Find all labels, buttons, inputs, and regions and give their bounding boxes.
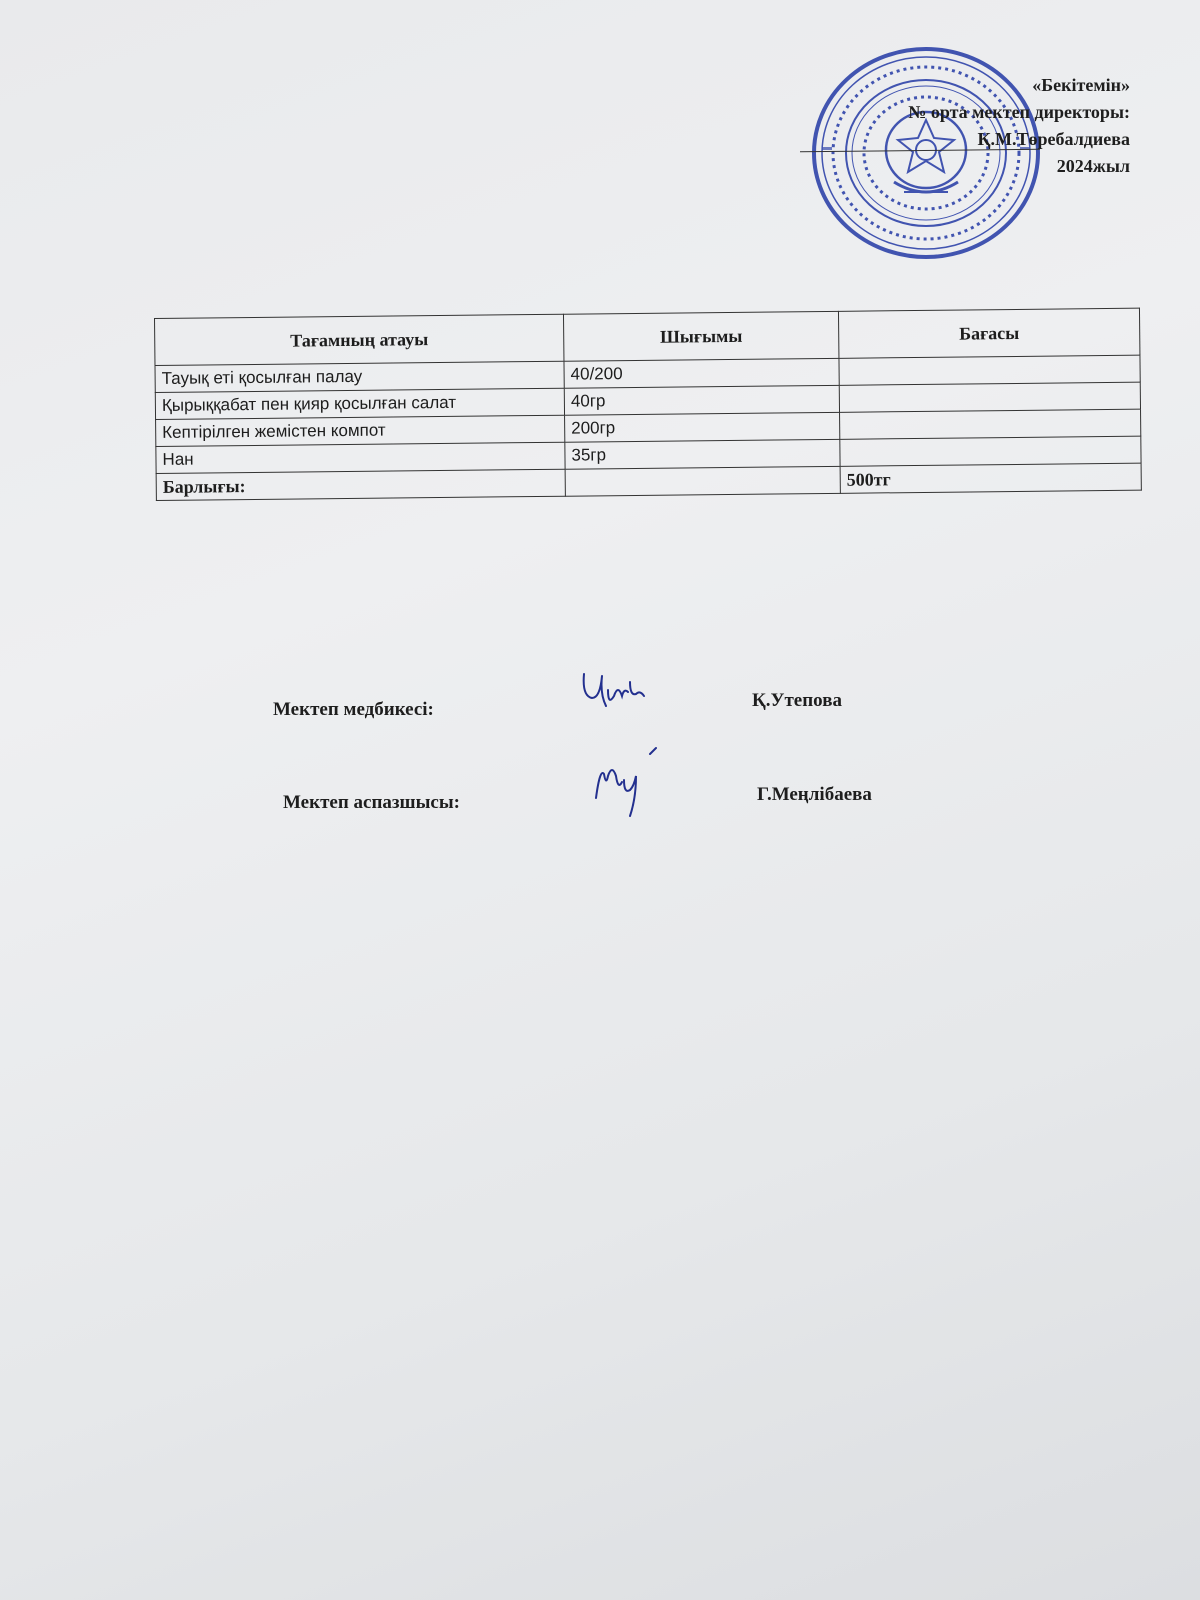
dish-price: [839, 355, 1140, 385]
dish-name: Нан: [156, 442, 565, 473]
header-yield: Шығымы: [563, 311, 838, 361]
dish-yield: 40гр: [564, 385, 839, 415]
cook-signature: [590, 746, 670, 822]
dish-yield: 200гр: [565, 412, 840, 442]
header-price: Бағасы: [838, 308, 1139, 358]
approval-position: № орта мектеп директоры:: [908, 102, 1130, 122]
dish-name: Кептірілген жемістен компот: [156, 415, 565, 446]
approval-block: [800, 72, 1130, 180]
nurse-name: Қ.Утепова: [752, 690, 842, 711]
header-dish-name: Тағамның атауы: [155, 314, 564, 365]
dish-price: [840, 436, 1141, 466]
dish-yield: 40/200: [564, 358, 839, 388]
dish-yield: 35гр: [565, 439, 840, 469]
approval-director-name: Қ.М.Төребалдиева: [977, 129, 1130, 149]
cook-name: Г.Меңлібаева: [757, 784, 872, 805]
total-yield: [565, 466, 840, 496]
nurse-title: Мектеп медбикесі:: [273, 699, 434, 720]
dish-name: Тауық еті қосылған палау: [155, 361, 564, 392]
cook-title: Мектеп аспазшысы:: [283, 792, 461, 813]
dish-name: Қырыққабат пен қияр қосылған салат: [155, 388, 564, 419]
dish-price: [840, 409, 1141, 439]
nurse-signature: [578, 666, 650, 716]
total-price: 500тг: [840, 463, 1141, 493]
approval-title: «Бекітемін»: [1032, 75, 1130, 95]
menu-table: [154, 308, 1142, 501]
dish-price: [839, 382, 1140, 412]
total-label: Барлығы:: [156, 469, 565, 500]
approval-year: 2024жыл: [1056, 156, 1130, 176]
